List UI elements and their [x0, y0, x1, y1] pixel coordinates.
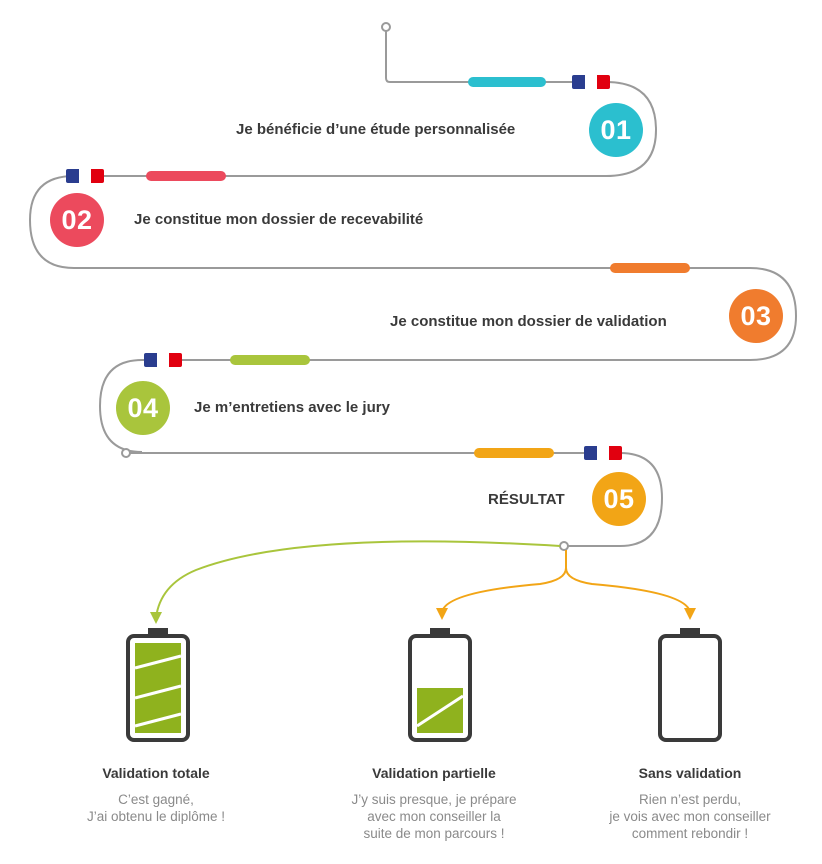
bar-step-05	[474, 448, 554, 458]
arrow-head-total	[150, 612, 162, 624]
step-number-03: 03	[729, 289, 783, 343]
step-number-01: 01	[589, 103, 643, 157]
outcome-desc-total: C’est gagné, J’ai obtenu le diplôme !	[86, 792, 226, 824]
step-number-04: 04	[116, 381, 170, 435]
flag-icon	[144, 353, 182, 367]
step-number-02: 02	[50, 193, 104, 247]
battery-partial	[410, 628, 470, 740]
bar-step-03	[610, 263, 690, 273]
bar-step-01	[468, 77, 546, 87]
bar-step-02	[146, 171, 226, 181]
step-label-03: Je constitue mon dossier de validation	[390, 313, 667, 330]
pathway-end-curve	[130, 453, 662, 546]
start-node	[382, 23, 390, 31]
outcome-desc-none: Rien n’est perdu, je vois avec mon conseiller comment rebondir !	[609, 792, 771, 841]
flag-icon	[66, 169, 104, 183]
step-number-05: 05	[592, 472, 646, 526]
step-label-04: Je m’entretiens avec le jury	[194, 399, 390, 416]
flag-icon	[584, 446, 622, 460]
outcome-desc-partial: J’y suis presque, je prépare avec mon conseiller la suite de mon parcours !	[351, 792, 517, 841]
result-node	[560, 542, 568, 550]
arrow-head-none	[684, 608, 696, 620]
outcome-title-none: Sans validation	[638, 765, 742, 781]
arrow-head-partial	[436, 608, 448, 620]
step-label-02: Je constitue mon dossier de recevabilité	[134, 211, 424, 228]
step-label-05: RÉSULTAT	[488, 491, 565, 508]
battery-total	[128, 628, 188, 740]
outcome-title-total: Validation totale	[102, 765, 210, 781]
arrow-to-partial	[442, 550, 566, 612]
arrow-to-total	[156, 541, 560, 618]
outcome-title-partial: Validation partielle	[372, 765, 496, 781]
flag-icon	[572, 75, 610, 89]
junction-node	[122, 449, 130, 457]
bar-step-04	[230, 355, 310, 365]
arrow-to-none	[566, 568, 690, 612]
step-label-01: Je bénéficie d’une étude personnalisée	[236, 121, 516, 138]
battery-none	[660, 628, 720, 740]
